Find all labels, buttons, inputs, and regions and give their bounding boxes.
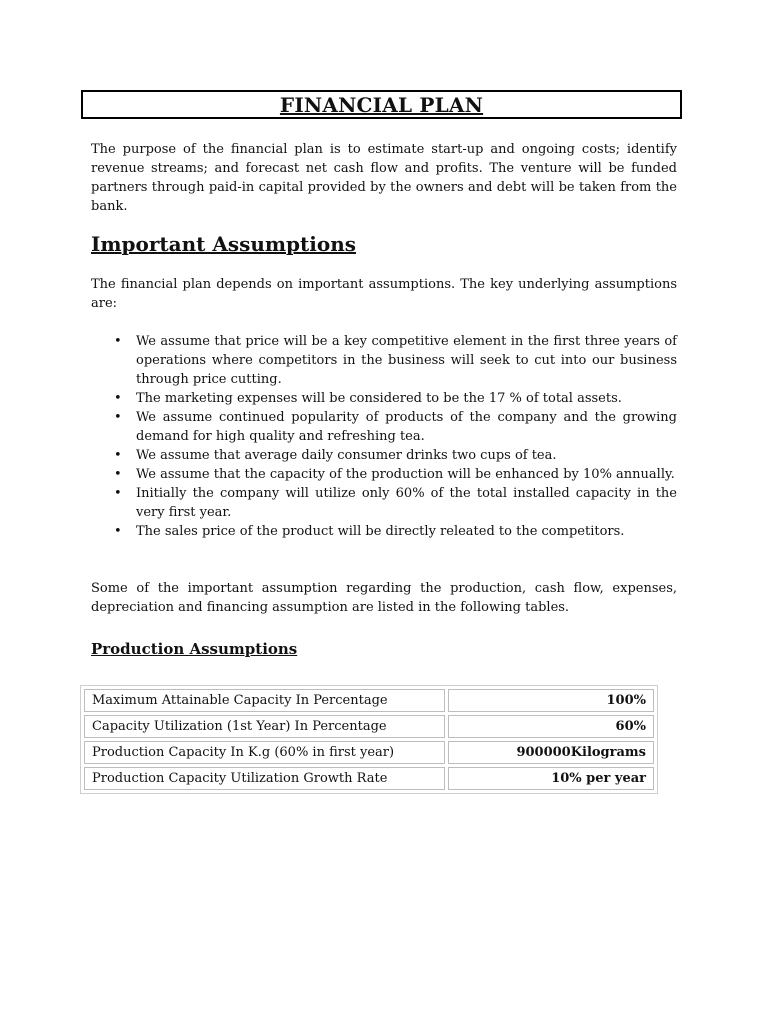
intro-paragraph: The purpose of the financial plan is to estimate start-up and ongoing costs; identify revenue streams; and forecast net cash flow and profits. The venture will be funded partners through paid-in capital provided by the owners and debt will be taken from the bank. [91, 142, 677, 214]
bullet-icon: • [114, 334, 122, 349]
bullet-icon: • [114, 391, 122, 406]
table-row [84, 715, 654, 738]
list-item [111, 522, 677, 541]
list-item-text: We assume that price will be a key competitive element in the first three years of operations where competitors in the business will seek to cut into our business through price cutting. [136, 334, 677, 387]
list-item-text: Initially the company will utilize only 60% of the total installed capacity in the very first year. [136, 486, 677, 520]
bullet-icon: • [114, 467, 122, 482]
assumptions-list [111, 332, 677, 541]
table-cell-value: 60% [448, 715, 654, 738]
document-title: FINANCIAL PLAN [279, 92, 484, 117]
table-cell-label: Production Capacity Utilization Growth Rate [84, 767, 445, 790]
list-item [111, 484, 677, 522]
table-row [84, 741, 654, 764]
list-item-text: The sales price of the product will be directly releated to the competitors. [136, 524, 625, 539]
list-item-text: We assume that the capacity of the production will be enhanced by 10% annually. [136, 467, 675, 482]
list-item [111, 389, 677, 408]
list-item-text: We assume that average daily consumer drinks two cups of tea. [136, 448, 557, 463]
bullet-icon: • [114, 448, 122, 463]
list-item-text: We assume continued popularity of products of the company and the growing demand for high quality and refreshing tea. [136, 410, 677, 444]
list-item [111, 465, 677, 484]
bullet-icon: • [114, 524, 122, 539]
title-box [81, 90, 682, 119]
table-cell-label: Capacity Utilization (1st Year) In Percentage [84, 715, 445, 738]
assumptions-lead-paragraph: The financial plan depends on important assumptions. The key underlying assumptions are: [91, 277, 677, 311]
table-cell-value: 100% [448, 689, 654, 712]
list-item-text: The marketing expenses will be considered to be the 17 % of total assets. [136, 391, 622, 406]
list-item [111, 332, 677, 389]
table-row [84, 689, 654, 712]
production-assumptions-table [80, 685, 658, 794]
list-item [111, 446, 677, 465]
assumptions-heading: Important Assumptions [91, 232, 357, 256]
list-item [111, 408, 677, 446]
table-cell-value: 10% per year [448, 767, 654, 790]
table-row [84, 767, 654, 790]
closing-paragraph: Some of the important assumption regarding the production, cash flow, expenses, depreciation and financing assumption are listed in the following tables. [91, 581, 677, 615]
table-cell-label: Maximum Attainable Capacity In Percentage [84, 689, 445, 712]
table-cell-value: 900000Kilograms [448, 741, 654, 764]
bullet-icon: • [114, 486, 122, 501]
production-assumptions-heading: Production Assumptions [91, 640, 298, 658]
bullet-icon: • [114, 410, 122, 425]
table-cell-label: Production Capacity In K.g (60% in first year) [84, 741, 445, 764]
